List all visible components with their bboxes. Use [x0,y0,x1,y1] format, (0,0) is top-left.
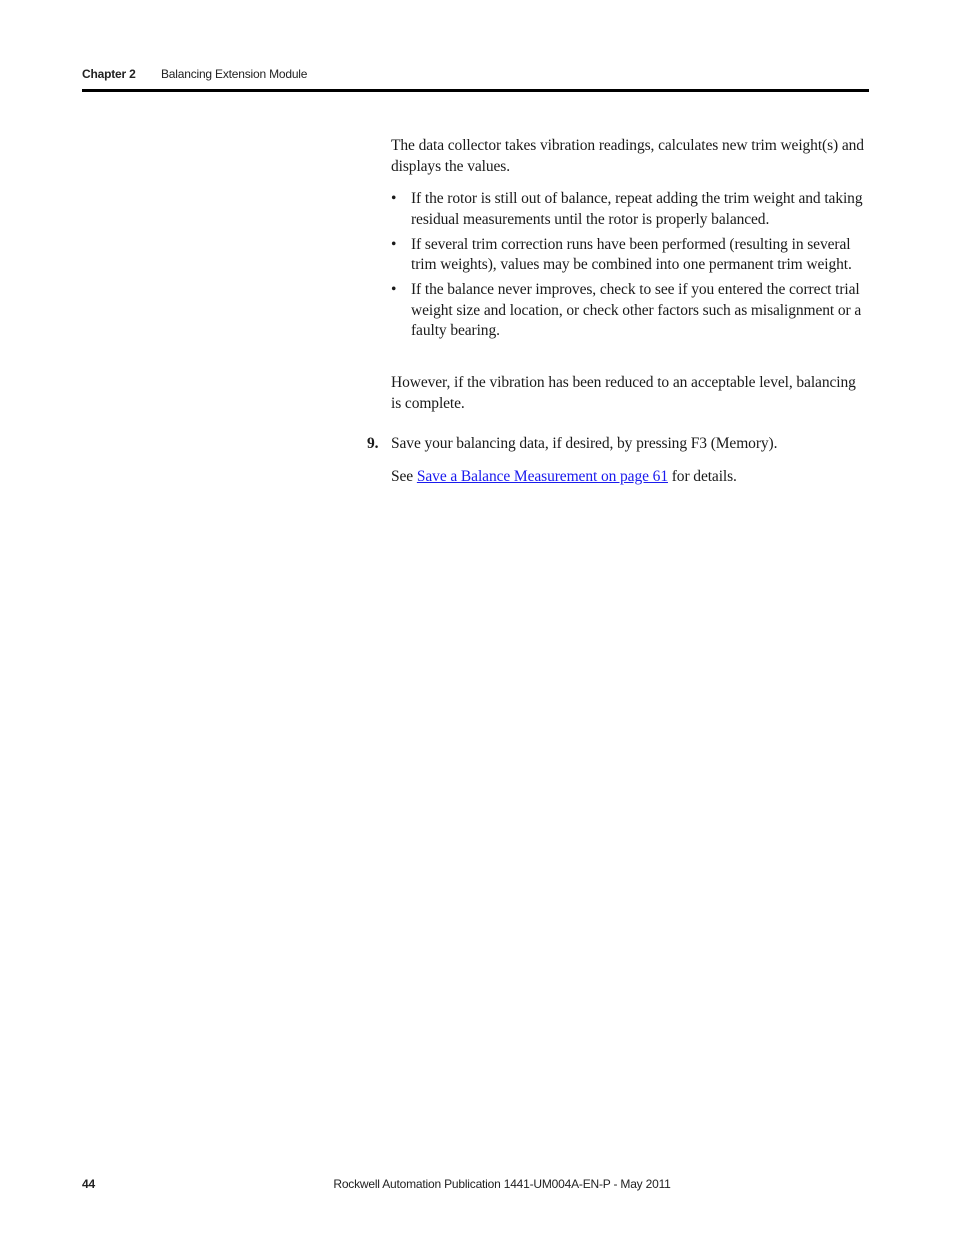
bullet-icon: • [391,190,397,207]
cross-reference-link[interactable]: Save a Balance Measurement on page 61 [416,468,668,485]
see-prefix: See [391,468,414,485]
see-suffix: for details. [671,468,737,485]
step-text: Save your balancing data, if desired, by pressing F3 (Memory). [391,435,778,452]
list-item-text: If the rotor is still out of balance, repeat adding the trim weight and taking residual measurements until the rotor is properly balanced. [411,190,863,228]
intro-paragraph: The data collector takes vibration readings, calculates new trim weight(s) and displays the values. [391,137,864,175]
bullet-icon: • [391,281,397,298]
page-number: 44 [82,1177,95,1191]
running-header [82,66,869,82]
bullet-icon: • [391,235,397,253]
conclusion-paragraph: However, if the vibration has been reduced to an acceptable level, balancing is complete. [391,374,856,412]
list-item [391,189,869,230]
see-reference [391,467,869,488]
bullet-list [391,189,869,346]
chapter-label: Chapter 2 [82,67,136,81]
step-number: 9. [367,435,379,452]
list-item [391,280,869,342]
list-item-text: If the balance never improves, check to see if you entered the correct trial weight size and location, or check other factors such as misalignment or a faulty bearing. [411,281,862,339]
publication-info: Rockwell Automation Publication 1441-UM004A-EN-P - May 2011 [333,1177,671,1191]
list-item [391,235,869,276]
list-item-text: If several trim correction runs have been performed (resulting in several trim weights), values may be combined into one permanent trim weight. [411,235,852,273]
header-rule [82,89,869,92]
section-title: Balancing Extension Module [161,67,308,81]
